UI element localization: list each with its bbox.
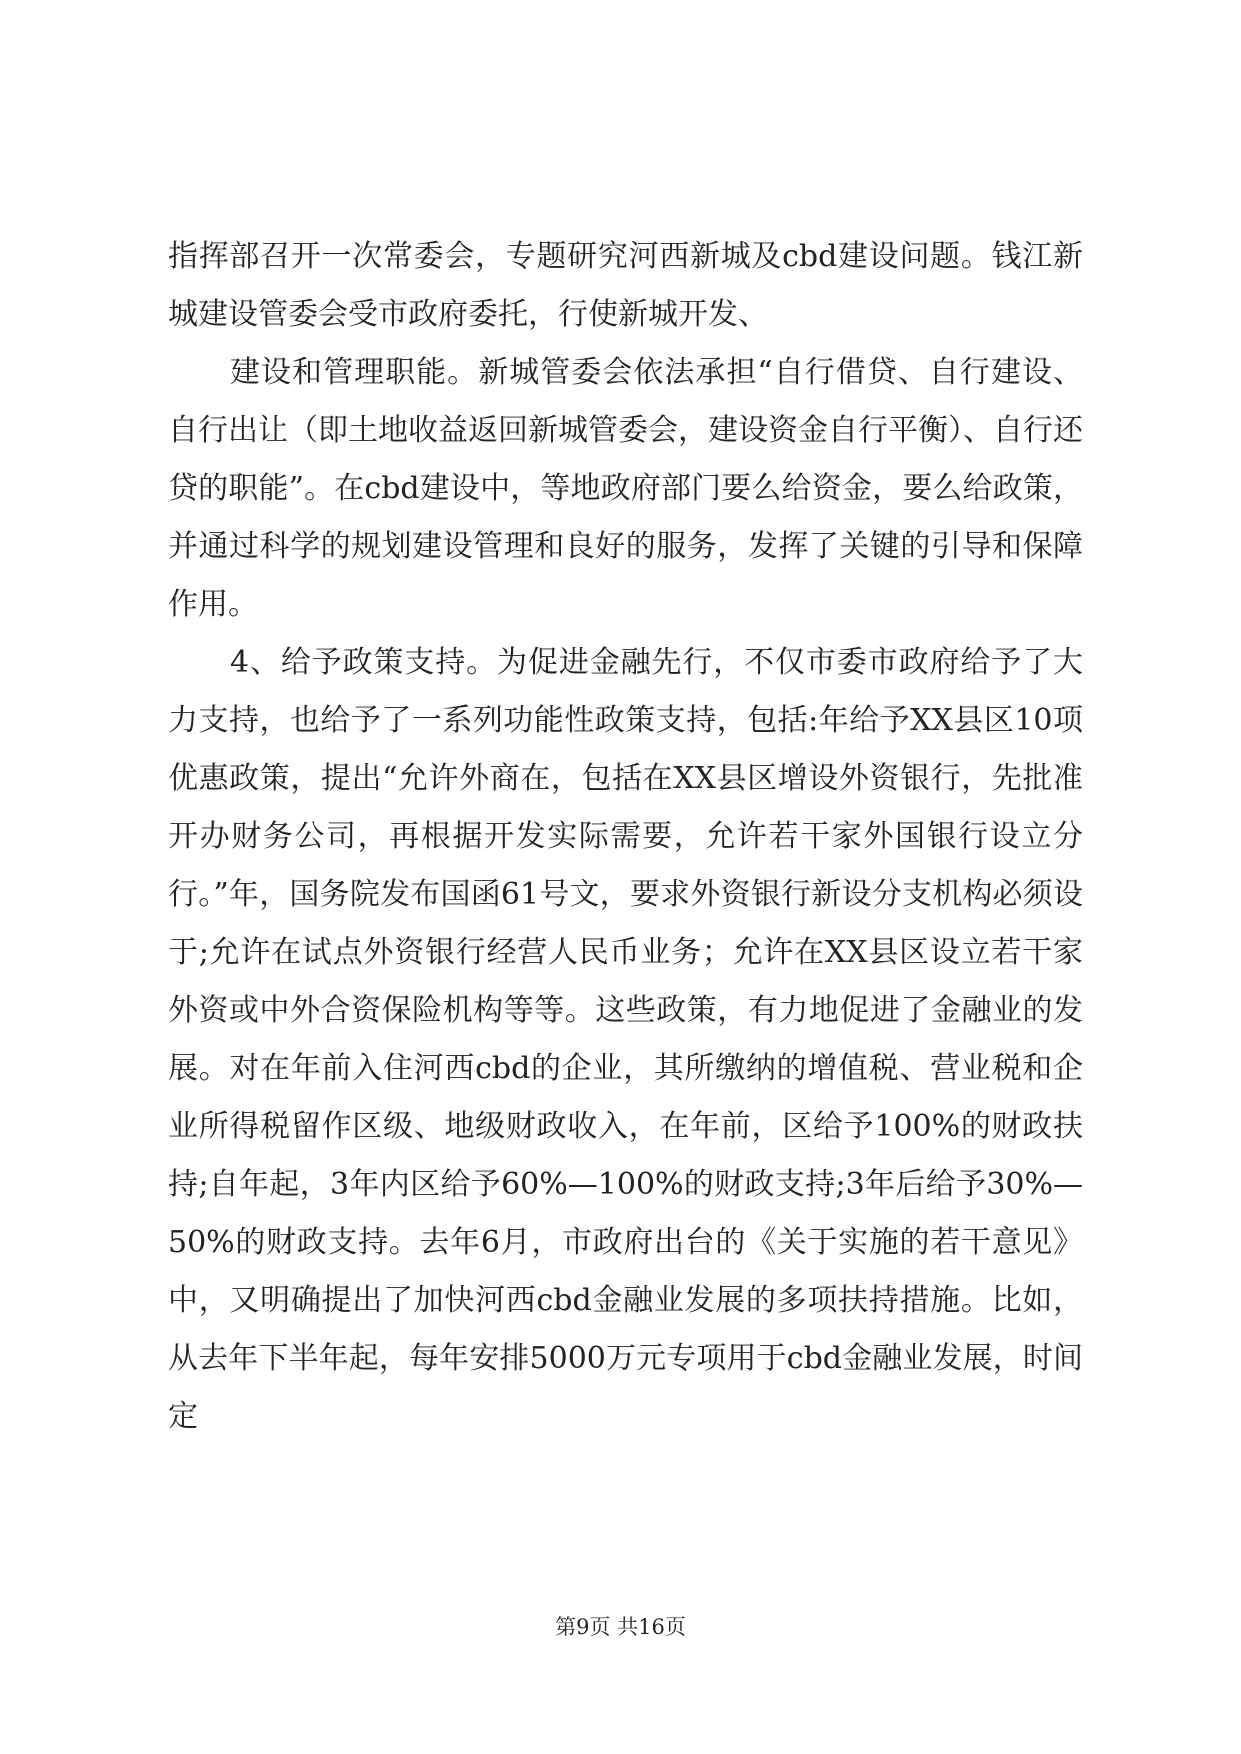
body-text	[168, 228, 1083, 1446]
page-footer: 第9页 共16页	[555, 1615, 686, 1639]
paragraph-2: 建设和管理职能。新城管委会依法承担“自行借贷、自行建设、自行出让（即土地收益返回新城管委会，建设资金自行平衡）、自行还贷的职能”。在cbd建设中，等地政府部门要么给资金，要么给政策，并通过科学的规划建设管理和良好的服务，发挥了关键的引导和保障作用。	[168, 355, 1083, 622]
paragraph-3: 4、给予政策支持。为促进金融先行，不仅市委市政府给予了大力支持，也给予了一系列功能性政策支持，包括:年给予XX县区10项优惠政策，提出“允许外商在，包括在XX县区增设外资银行，先批准开办财务公司，再根据开发实际需要，允许若干家外国银行设立分行。”年，国务院发布国函61号文，要求外资银行新设分支机构必须设于;允许在试点外资银行经营人民币业务；允许在XX县区设立若干家外资或中外合资保险机构等等。这些政策，有力地促进了金融业的发展。对在年前入住河西cbd的企业，其所缴纳的增值税、营业税和企业所得税留作区级、地级财政收入，在年前，区给予100%的财政扶持;自年起，3年内区给予60%—100%的财政支持;3年后给予30%—50%的财政支持。去年6月，市政府出台的《关于实施的若干意见》中，又明确提出了加快河西cbd金融业发展的多项扶持措施。比如，从去年下半年起，每年安排5000万元专项用于cbd金融业发展，时间定	[168, 645, 1083, 1434]
paragraph-1: 指挥部召开一次常委会，专题研究河西新城及cbd建设问题。钱江新城建设管委会受市政府委托，行使新城开发、	[168, 239, 1083, 332]
